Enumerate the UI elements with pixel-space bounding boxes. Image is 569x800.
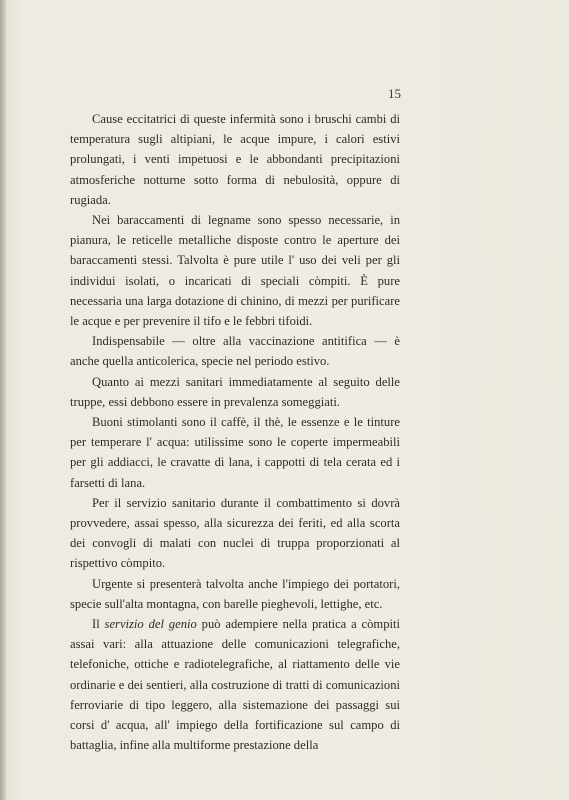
page-binding-edge — [0, 0, 6, 800]
service-term-italic: servizio del genio — [104, 617, 197, 632]
paragraph-8-start: Il — [92, 617, 105, 632]
paragraph-3: Indispensabile — oltre alla vaccinazione antitifica — è anche quella anticolerica, specie nel periodo estivo. — [70, 334, 400, 369]
paragraph-6: Per il servizio sanitario durante il combattimento si dovrà provvedere, assai spesso, alla sicurezza dei feriti, ed alla scorta dei convogli di malati con nuclei di truppa proporzionati al rispettivo còmpito. — [70, 495, 400, 571]
paragraph-8 — [70, 614, 400, 755]
paragraph-1: Cause eccitatrici di queste infermità sono i bruschi cambi di temperatura sugli altipiani, le acque impure, i calori estivi prolungati, i venti impetuosi e le abbondanti precipitazioni atmosferiche notturne sotto forma di nebulosità, oppure di rugiada. — [70, 112, 400, 207]
page-number: 15 — [388, 86, 401, 101]
paragraph-8-rest: può adempiere nella pratica a còmpiti assai vari: alla attuazione delle comunicazioni telegrafiche, telefoniche, ottiche e radiotelegrafiche, al riattamento delle vie ordinarie e dei sentieri, alla costruzione di tratti di comunicazioni ferroviarie di tipo leggero, alla sistemazione dei passaggi sui corsi d' acqua, all' impiego della fortificazione sul campo di battaglia, infine alla multiforme prestazione della — [70, 617, 401, 753]
body-text — [70, 109, 400, 756]
paragraph-2: Nei baraccamenti di legname sono spesso necessarie, in pianura, le reticelle metalliche disposte contro le aperture dei baraccamenti stessi. Talvolta è pure utile l' uso dei veli per gli individui isolati, o incaricati di speciali còmpiti. È pure necessaria una larga dotazione di chinino, di mezzi per purificare le acque e per prevenire il tifo e le febbri tifoidi. — [70, 213, 400, 329]
paragraph-7: Urgente si presenterà talvolta anche l'impiego dei portatori, specie sull'alta montagna, con barelle pieghevoli, lettighe, etc. — [70, 576, 400, 611]
paragraph-4: Quanto ai mezzi sanitari immediatamente al seguito delle truppe, essi debbono essere in prevalenza someggiati. — [70, 374, 400, 409]
paragraph-5: Buoni stimolanti sono il caffè, il thè, le essenze e le tinture per temperare l' acqua: utilissime sono le coperte impermeabili per gli addiacci, le cravatte di lana, i cappotti di tela cerata ed i farsetti di lana. — [70, 415, 400, 490]
